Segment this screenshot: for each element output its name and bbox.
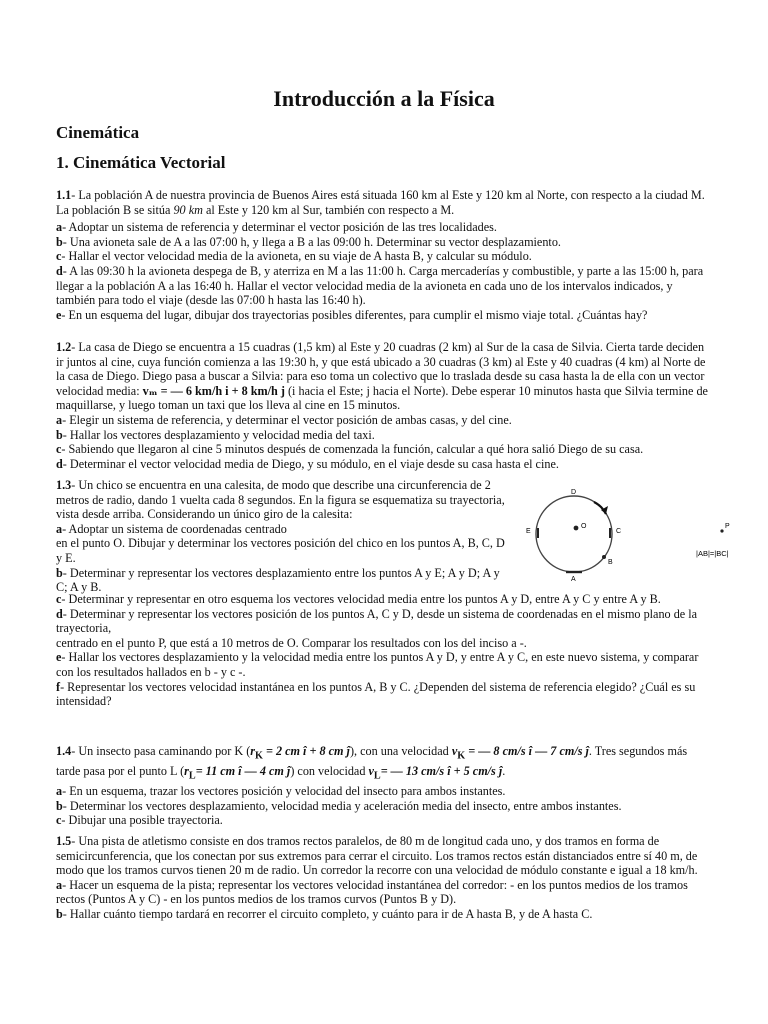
problem-intro: 1.4- Un insecto pasa caminando por K ($r_K = 2$ cm î + 8 cm ĵ), con una velocidad $v_K$ = — 8 cm/s î — 7 cm/s ĵ. Tres segundos más tarde pasa por el punto L ($r_L= 11$ cm î — 4 cm ĵ) con velocidad $v_L=$ — 13 cm/s î + 5 cm/s ĵ. <box>56 744 688 782</box>
item-e: e- En un esquema del lugar, dibujar dos trayectorias posibles diferentes, para cumplir el mismo viaje total. ¿Cuántas hay? <box>56 307 648 322</box>
item-f: f- Representar los vectores velocidad instantánea en los puntos A, B y C. ¿Dependen del sistema de referencia elegido? ¿Cuál es su intensidad? <box>56 679 696 709</box>
section-heading: Cinemática <box>56 123 140 142</box>
problem-1-4 <box>56 744 708 828</box>
item-a: a- Adoptar un sistema de coordenadas centrado <box>56 521 287 536</box>
item-a: a- Hacer un esquema de la pista; representar los vectores velocidad instantánea del corredor: - en los puntos medios de los tramos rectos (Puntos A y C) - en los puntos medios de los tramos curvos (Puntos B y D). <box>56 877 688 907</box>
label-o: O <box>581 523 587 530</box>
problem-intro: 1.2- La casa de Diego se encuentra a 15 cuadras (1,5 km) al Este y 20 cuadras (2 km) al Sur de la casa de Silvia. Cierta tarde deciden ir juntos al cine, cuya función comienza a las 19:30 h, y que está ubicado a 30 cuadras (3 km) al Este y 40 cuadras (4 km) al Norte de la casa de Diego. Diego pasa a buscar a Silvia: para eso toma un colectivo que lo traslada desde su casa hasta la de ella con un vector velocidad media: vₘ = — 6 km/h i + 8 km/h j (i hacia el Este; j hacia el Norte). Debe esperar 10 minutos hasta que Silvia termine de maquillarse, y luego toman un taxi que los lleva al cine en 15 minutos. <box>56 340 708 413</box>
item-c: c- Dibujar una posible trayectoria. <box>56 813 223 828</box>
problem-intro: 1.5- Una pista de atletismo consiste en dos tramos rectos paralelos, de 80 m de longitud cada uno, y dos tramos en forma de semicircunferencia, que los conectan por sus extremos para cerrar el circuito. Los tramos rectos están distanciados entre sí 40 m, de modo que los tramos curvos tienen 20 m de radio. Un corredor la recorre con una velocidad de módulo constante e igual a 18 km/h. <box>56 834 698 878</box>
document-title: Introducción a la Física <box>273 86 495 111</box>
center-point-o <box>574 526 579 531</box>
item-b: b- Determinar los vectores desplazamiento, velocidad media y aceleración media del insecto, entre ambos instantes. <box>56 798 622 813</box>
segment-equality-label: |AB|=|BC| <box>696 549 729 558</box>
subsection-heading: 1. Cinemática Vectorial <box>56 153 226 172</box>
item-a: a- Elegir un sistema de referencia, y determinar el vector posición de ambas casas, y del cine. <box>56 412 512 427</box>
problem-intro: 1.1- La población A de nuestra provincia de Buenos Aires está situada 160 km al Este y 120 km al Norte, con respecto a la ciudad M. La población B se sitúa 90 km al Este y 120 km al Sur, también con respecto a M. <box>56 188 705 217</box>
point-b <box>602 555 606 559</box>
carousel-diagram <box>524 484 744 584</box>
item-d-continued: centrado en el punto P, que está a 10 metros de O. Comparar los resultados con los del inciso a -. <box>56 635 527 650</box>
problem-1-2 <box>56 340 708 471</box>
item-c: c- Determinar y representar en otro esquema los vectores velocidad media entre los puntos A y D, entre A y C y entre A y B. <box>56 592 661 606</box>
problem-number: 1.4 <box>56 744 72 758</box>
label-c: C <box>616 528 622 535</box>
item-d: d- Determinar y representar los vectores posición de los puntos A, C y D, desde un sistema de coordenadas en el mismo plano de la trayectoria, <box>56 606 698 636</box>
problem-number: 1.2 <box>56 340 72 354</box>
item-e: e- Hallar los vectores desplazamiento y la velocidad media entre los puntos A y D, y entre A y C, en este nuevo sistema, y comparar con los resultados hallados en b - y c -. <box>56 650 699 679</box>
label-p: P <box>725 523 730 530</box>
item-b: b- Determinar y representar los vectores desplazamiento entre los puntos A y E; A y D; A y C; A y B. <box>56 565 500 595</box>
label-d: D <box>571 489 577 496</box>
label-a: A <box>571 576 576 583</box>
item-a-continued: en el punto O. Dibujar y determinar los vectores posición del chico en los puntos A, B, C, D y E. <box>56 536 505 565</box>
item-d: d- Determinar el vector velocidad media de Diego, y su módulo, en el viaje desde su casa hasta el cine. <box>56 456 559 471</box>
problem-1-3 <box>56 478 511 595</box>
label-e: E <box>526 528 531 535</box>
point-p <box>720 529 723 532</box>
problem-number: 1.5 <box>56 834 72 848</box>
item-b: b- Una avioneta sale de A a las 07:00 h, y llega a B a las 09:00 h. Determinar su vector desplazamiento. <box>56 234 561 249</box>
item-c: c- Sabiendo que llegaron al cine 5 minutos después de comenzada la función, calcular a qué hora salió Diego de su casa. <box>56 442 644 457</box>
problem-1-1 <box>56 188 708 322</box>
problem-1-3-continued <box>56 592 708 709</box>
problem-1-5 <box>56 834 708 922</box>
item-b: b- Hallar los vectores desplazamiento y velocidad media del taxi. <box>56 427 375 442</box>
item-c: c- Hallar el vector velocidad media de la avioneta, en su viaje de A hasta B, y calcular su módulo. <box>56 249 532 264</box>
item-a: a- Adoptar un sistema de referencia y determinar el vector posición de las tres localidades. <box>56 220 497 235</box>
problem-number: 1.1 <box>56 188 72 202</box>
item-a: a- En un esquema, trazar los vectores posición y velocidad del insecto para ambos instantes. <box>56 784 506 799</box>
problem-intro: 1.3- Un chico se encuentra en una calesita, de modo que describe una circunferencia de 2 metros de radio, dando 1 vuelta cada 8 segundos. En la figura se esquematiza su trayectoria, vista desde arriba. Considerando un único giro de la calesita: <box>56 478 505 522</box>
problem-number: 1.3 <box>56 478 72 492</box>
item-b: b- Hallar cuánto tiempo tardará en recorrer el circuito completo, y cuánto para ir de A hasta B, y de A hasta C. <box>56 906 593 921</box>
label-b: B <box>608 559 613 566</box>
item-d: d- A las 09:30 h la avioneta despega de B, y aterriza en M a las 11:00 h. Carga mercaderías y combustible, y parte a las 15:00 h, para llegar a la población A a las 16:40 h. Hallar el vector velocidad media de la avioneta en cada uno de los intervalos indicados, y también para todo el viaje (desde las 07:00 h hasta las 16:40 h). <box>56 263 704 308</box>
